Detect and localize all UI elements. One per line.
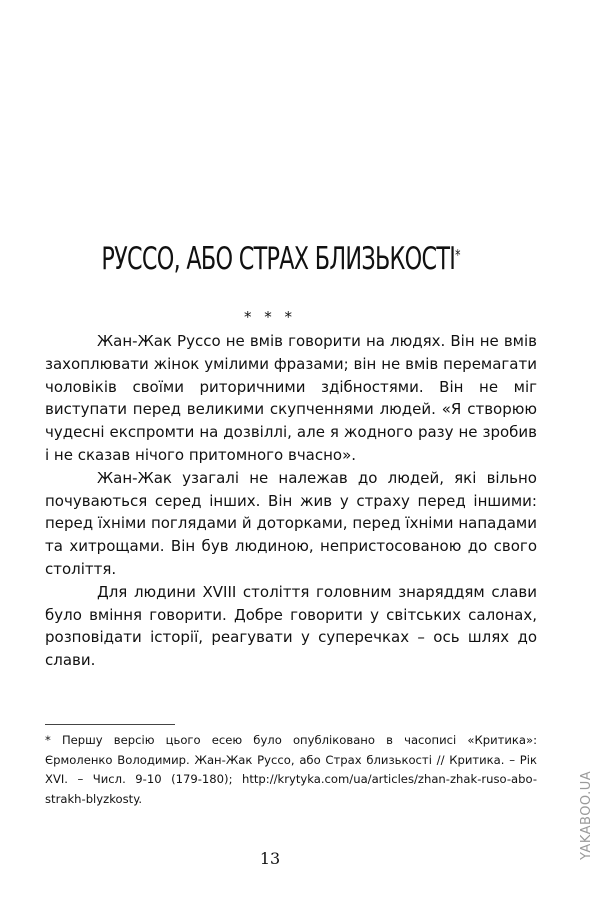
footnote: * Першу версію цього есею було опубліковано в часописі «Критика»: Єрмоленко Володимир. Жан-Жак Руссо, або Страх близькості // Критика. – Рік XVI. – Числ. 9-10 (179-180); http://krytyka.com/ua/articles/zhan-zhak-ruso-abo-strakh-blyzkosty. bbox=[45, 733, 537, 806]
paragraph-2: Жан-Жак узагалі не належав до людей, які вільно почуваються серед інших. Він жив у страху перед іншими: перед їхніми поглядами й доторками, перед їхніми нападами та хитрощами. Він був людиною, непристосованою до свого століття. bbox=[45, 468, 537, 578]
footnote-divider bbox=[45, 724, 175, 725]
paragraph-3: Для людини XVIII століття головним знаряддям слави було вміння говорити. Добре говорити у світських салонах, розповідати історії, реагувати у суперечках – ось шлях до слави. bbox=[45, 582, 537, 670]
chapter-title bbox=[86, 239, 475, 279]
watermark: YAKABOO.UA bbox=[579, 770, 594, 860]
body-text bbox=[45, 330, 537, 672]
chapter-title-text: РУССО, АБО СТРАХ БЛИЗЬКОСТІ bbox=[101, 240, 456, 277]
paragraph-1: Жан-Жак Руссо не вмів говорити на людях. Він не вмів захоплювати жінок умілими фразами; він не вмів перемагати чоловіків своїми риторичними здібностями. Він не міг виступати перед великими скупченнями людей. «Я створюю чудесні експромти на дозвіллі, але я жодного разу не зробив і не сказав нічого притомного вчасно». bbox=[45, 332, 537, 464]
section-separator: * * * bbox=[243, 308, 297, 326]
page-number: 13 bbox=[259, 849, 281, 868]
title-footnote-marker: * bbox=[455, 245, 460, 264]
